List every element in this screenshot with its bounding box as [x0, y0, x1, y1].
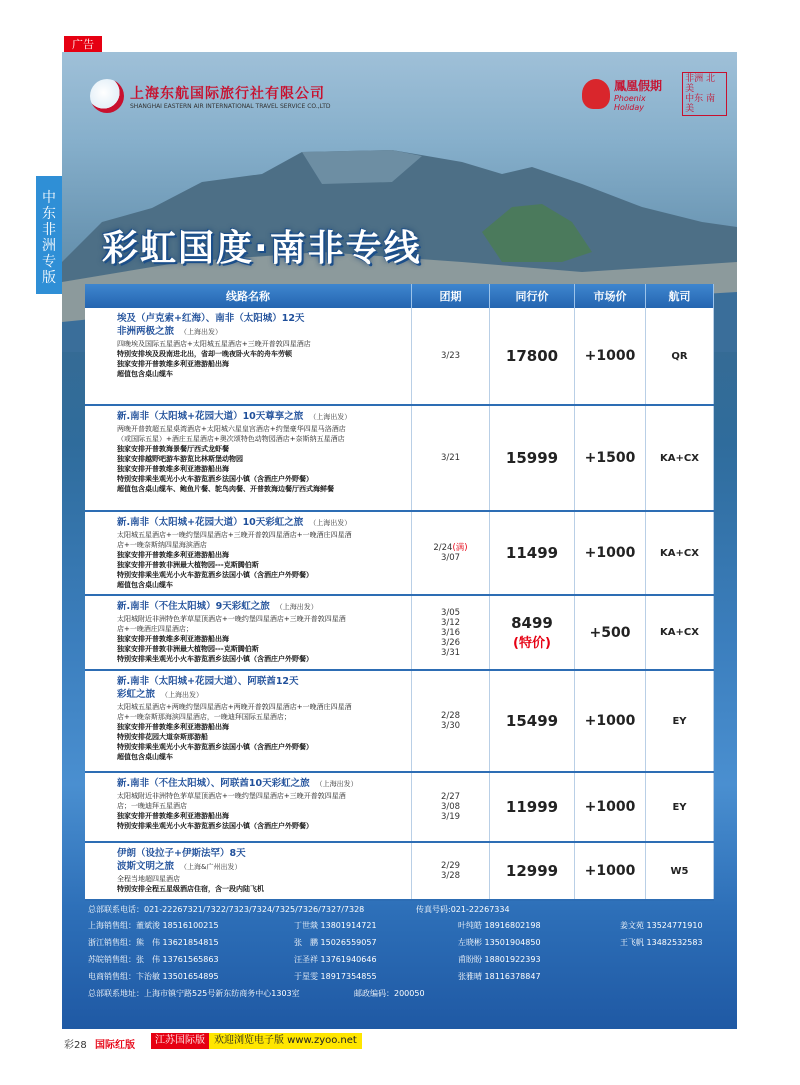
headline: 彩虹国度·南非专线 — [102, 228, 422, 269]
table-row — [85, 308, 714, 406]
airline: KA+CX — [646, 596, 714, 669]
route-cell — [85, 596, 412, 669]
table-row — [85, 671, 714, 773]
sales-contact: 左晓彬 13501904850 — [458, 938, 541, 947]
partner-logo — [582, 76, 727, 112]
table-row — [85, 773, 714, 843]
header-peer-price: 同行价 — [490, 284, 575, 308]
sales-contact: 上海销售组：董斌浚 18516100215 — [88, 921, 219, 930]
special-price: 8499 — [511, 614, 553, 632]
sales-contact: 姜文苑 13524771910 — [620, 921, 703, 930]
header-group: 团期 — [412, 284, 490, 308]
route-highlight: 超值包含桌山缆车 — [117, 581, 173, 589]
market-price: +1000 — [575, 773, 646, 841]
route-highlight: 特别安排乘坐观光小火车游览酒乡法国小镇（含酒庄户外野餐） — [117, 743, 313, 751]
peer-price: 15499 — [490, 671, 575, 771]
eastern-air-logo-icon — [90, 79, 124, 113]
route-highlight: 独家安排开普敦维多利亚港游船出海 — [117, 723, 229, 731]
company-name-en: SHANGHAI EASTERN AIR INTERNATIONAL TRAVEL SERVICE CO.,LTD — [130, 102, 331, 110]
route-title: 新.南非（太阳城+花园大道）、阿联酋12天 — [117, 676, 299, 687]
group-dates: 3/05 3/12 3/16 3/26 3/31 — [412, 596, 490, 669]
route-title: 新.南非（不住太阳城）、阿联酋10天彩虹之旅 （上海出发） — [117, 778, 358, 789]
header-market-price: 市场价 — [575, 284, 646, 308]
market-price: +1000 — [575, 671, 646, 771]
postcode: 邮政编码：200050 — [354, 989, 425, 998]
peer-price: 11499 — [490, 512, 575, 594]
company-logo — [90, 79, 330, 113]
partner-name-en: Phoenix Holiday — [613, 93, 646, 112]
header-route: 线路名称 — [85, 284, 412, 308]
airline: KA+CX — [646, 406, 714, 510]
sales-contact: 于星雯 18917354855 — [294, 972, 377, 981]
route-title: 伊朗（设拉子+伊斯法罕）8天 — [117, 848, 246, 859]
section-name: 国际红版 — [95, 1040, 135, 1051]
route-line: 店+一晚酒庄四星酒店； — [117, 625, 193, 633]
table-row — [85, 512, 714, 596]
group-dates: 2/29 3/28 — [412, 843, 490, 899]
market-price: +1000 — [575, 512, 646, 594]
route-title2: 非洲两极之旅 （上海出发） — [117, 326, 223, 337]
route-highlight: 独家安排开普敦维多利亚港游船出海 — [117, 360, 229, 368]
phoenix-icon — [582, 79, 610, 109]
page-number: 彩28 — [64, 1040, 87, 1051]
group-dates: 3/21 — [412, 406, 490, 510]
route-line: 店+一晚奈斯纳四星海滨酒店 — [117, 541, 207, 549]
airline: KA+CX — [646, 512, 714, 594]
sales-contact: 电商销售组：卞治敏 13501654895 — [88, 972, 219, 981]
airline: EY — [646, 773, 714, 841]
route-highlight: 超值包含桌山缆车 — [117, 753, 173, 761]
market-price: +1000 — [575, 843, 646, 899]
route-cell — [85, 406, 412, 510]
group-dates: 2/28 3/30 — [412, 671, 490, 771]
route-cell — [85, 843, 412, 899]
peer-price — [490, 596, 575, 669]
route-line: 太阳城五星酒店+一晚约堡四星酒店+三晚开普敦四星酒店+一晚酒庄四星酒 — [117, 531, 352, 539]
route-highlight: 超值包含桌山缆车、鲍鱼片餐、鸵鸟肉餐、开普敦海边餐厅西式海鲜餐 — [117, 485, 334, 493]
table-header — [85, 284, 714, 308]
route-line: 全程当地超四星酒店 — [117, 875, 180, 883]
route-highlight: 特别安排乘坐观光小火车游览酒乡法国小镇（含酒庄户外野餐） — [117, 655, 313, 663]
route-highlight: 特别安排埃及段南进北出，省却一晚夜卧火车的舟车劳顿 — [117, 350, 292, 358]
route-highlight: 独家安排越野吧游车游览比林斯堡动物园 — [117, 455, 243, 463]
route-highlight: 独家安排开普敦维多利亚港游船出海 — [117, 465, 229, 473]
sales-contact: 张 鹏 15026559057 — [294, 938, 377, 947]
route-highlight: 特别安排乘坐观光小火车游览酒乡法国小镇（含酒庄户外野餐） — [117, 571, 313, 579]
fax: 传真号码:021-22267334 — [416, 905, 510, 914]
group-dates: 3/23 — [412, 308, 490, 404]
route-highlight: 特别安排花园大道奈斯那游船 — [117, 733, 208, 741]
route-highlight: 特别安排全程五星级酒店住宿，含一段内陆飞机 — [117, 885, 264, 893]
route-highlight: 独家安排开普敦维多利亚港游船出海 — [117, 635, 229, 643]
route-highlight: 特别安排乘坐观光小火车游览酒乡法国小镇（含酒庄户外野餐） — [117, 475, 313, 483]
route-line: 店+一晚奈斯那海滨四星酒店，一晚迪拜国际五星酒店； — [117, 713, 291, 721]
sales-contact: 叶纯皓 18916802198 — [458, 921, 541, 930]
route-line: 太阳城附近非洲特色茅草屋顶酒店+一晚约堡四星酒店+三晚开普敦四星酒 — [117, 792, 346, 800]
table-row — [85, 406, 714, 512]
route-highlight: 独家安排开普敦维多利亚港游船出海 — [117, 551, 229, 559]
route-cell — [85, 308, 412, 404]
route-line: 店；一晚迪拜五星酒店 — [117, 802, 187, 810]
market-price: +1000 — [575, 308, 646, 404]
route-line: 两晚开普敦超五星桌湾酒店+太阳城六星皇宫酒店+约堡豪华四星马洛酒店 — [117, 425, 346, 433]
group-dates: 2/24(满) 3/07 — [412, 512, 490, 594]
airline: W5 — [646, 843, 714, 899]
market-price: +1500 — [575, 406, 646, 510]
route-cell — [85, 512, 412, 594]
partner-name: 鳳凰假期 — [613, 78, 662, 93]
route-title: 新.南非（不住太阳城）9天彩虹之旅 （上海出发） — [117, 601, 318, 612]
peer-price: 17800 — [490, 308, 575, 404]
ad-label: 广告 — [64, 36, 102, 53]
sales-contact: 浙江销售组：熊 伟 13621854815 — [88, 938, 219, 947]
side-tab: 中东非洲专版 — [36, 176, 62, 294]
sales-contact: 丁世燚 13801914721 — [294, 921, 377, 930]
airline: EY — [646, 671, 714, 771]
hq-address: 总部联系地址：上海市镇宁路525号新东纺商务中心1303室 — [88, 989, 300, 998]
route-highlight: 独家安排开普敦海景餐厅西式龙虾餐 — [117, 445, 229, 453]
route-cell — [85, 773, 412, 841]
sales-contact: 甫盼盼 18801922393 — [458, 955, 541, 964]
route-title: 埃及（卢克索+红海）、南非（太阳城）12天 — [117, 313, 305, 324]
route-title: 新.南非（太阳城+花园大道）10天彩虹之旅 （上海出发） — [117, 517, 352, 528]
sales-contact: 苏皖销售组：张 伟 13761565863 — [88, 955, 219, 964]
route-line: 太阳城五星酒店+两晚约堡四星酒店+两晚开普敦四星酒店+一晚酒庄四星酒 — [117, 703, 352, 711]
route-title2: 彩虹之旅 （上海出发） — [117, 689, 204, 700]
partner-region-box: 非洲 北美 中东 南美 — [682, 72, 727, 116]
peer-price: 11999 — [490, 773, 575, 841]
special-tag: (特价) — [513, 636, 551, 651]
edition-label: 江苏国际版 — [151, 1033, 209, 1049]
table-row — [85, 843, 714, 901]
company-name: 上海东航国际旅行社有限公司 — [130, 85, 325, 102]
route-highlight: 特别安排乘坐观光小火车游览酒乡法国小镇（含酒庄户外野餐） — [117, 822, 313, 830]
route-highlight: 独家安排开普敦维多利亚港游船出海 — [117, 812, 229, 820]
route-title2: 波斯文明之旅 （上海&广州出发） — [117, 861, 242, 872]
hq-phone: 总部联系电话：021-22267321/7322/7323/7324/7325/7326/7327/7328 — [88, 905, 365, 914]
airline: QR — [646, 308, 714, 404]
route-highlight: 独家安排开普敦非洲最大植物园---克斯腾伯斯 — [117, 645, 259, 653]
sales-contact: 汪圣祥 13761940646 — [294, 955, 377, 964]
route-line: （或国际五星）+酒庄五星酒店+奥次颂特色动物园酒店+奈斯纳五星酒店 — [117, 435, 345, 443]
table-row — [85, 596, 714, 671]
peer-price: 12999 — [490, 843, 575, 899]
footer-banner — [151, 1033, 362, 1049]
route-line: 四晚埃及国际五星酒店+太阳城五星酒店+三晚开普敦四星酒店 — [117, 340, 311, 348]
route-cell — [85, 671, 412, 771]
website-link[interactable]: 欢迎浏览电子版 www.zyoo.net — [209, 1033, 362, 1049]
market-price: +500 — [575, 596, 646, 669]
route-highlight: 独家安排开普敦非洲最大植物园---克斯腾伯斯 — [117, 561, 259, 569]
sales-contact: 王飞帆 13482532583 — [620, 938, 703, 947]
route-highlight: 超值包含桌山缆车 — [117, 370, 173, 378]
route-line: 太阳城附近非洲特色茅草屋顶酒店+一晚约堡四星酒店+三晚开普敦四星酒 — [117, 615, 346, 623]
header-airline: 航司 — [646, 284, 714, 308]
peer-price: 15999 — [490, 406, 575, 510]
route-title: 新.南非（太阳城+花园大道）10天尊享之旅 （上海出发） — [117, 411, 352, 422]
sales-contact: 张雅晴 18116378847 — [458, 972, 541, 981]
group-dates: 2/27 3/08 3/19 — [412, 773, 490, 841]
route-table — [85, 284, 714, 901]
